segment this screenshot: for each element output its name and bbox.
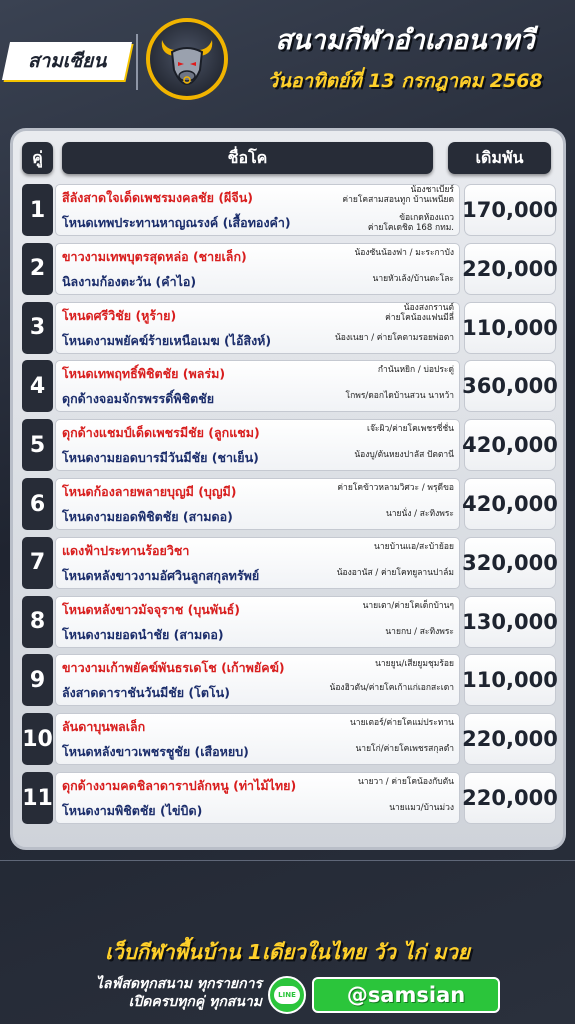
header <box>0 0 575 120</box>
bull-names-cell <box>55 360 460 412</box>
bull-1-owner: นายบ้านแอ/สะบ้าย้อย <box>374 541 454 552</box>
live-info <box>62 975 262 1011</box>
bull-1-name: โหนดศรีวิชัย (หูร้าย) <box>62 307 177 323</box>
bull-names-cell <box>55 302 460 354</box>
bull-names-cell <box>55 478 460 530</box>
bull-2-name: โหนดงามพิชิตชัย (ไข่บิด) <box>62 803 203 818</box>
bull-1-name: ลันดาบุนพลเล็ก <box>62 719 146 735</box>
bull-1-name: โหนดก้องลายพลายบุญมี (บุญมี) <box>62 484 237 499</box>
bull-2-owner: น้องเนยา / ค่ายโคตามรอยพ่อตา <box>334 332 454 343</box>
pair-number: 6 <box>22 478 53 530</box>
pair-number: 11 <box>22 772 53 824</box>
table-row <box>22 713 556 765</box>
bull-2-owner: โกพร/ดอกไดบ้านสวน นาหว้า <box>345 391 454 402</box>
table-row <box>22 419 556 471</box>
bull-1-owner: น้องชาเบียร์ ค่ายโคสามสอนทูก บ้านเพนียด <box>342 185 454 205</box>
stake-amount: 420,000 <box>464 419 556 471</box>
table-row <box>22 772 556 824</box>
logo-divider <box>136 34 138 90</box>
bull-2-name: โหนดงามยอดพิชิตชัย (สามดอ) <box>62 509 233 524</box>
bull-1-owner: นายวา / ค่ายโคน้องกับตัน <box>357 777 454 787</box>
bull-names-cell <box>55 772 460 824</box>
bull-1-owner: กำนันหยิก / บ่อประดู่ <box>377 365 454 376</box>
venue-title: สนามกีฬาอำเภอนาทวี <box>275 25 535 56</box>
pair-number: 10 <box>22 713 53 765</box>
stake-amount: 320,000 <box>464 537 556 589</box>
pair-number: 7 <box>22 537 53 589</box>
bull-names-cell <box>55 184 460 236</box>
bull-1-owner: น้องซันน้องฟา / มะระกาบัง <box>354 247 454 258</box>
bull-2-name: โหนดเทพประทานหาญณรงค์ (เสื้อทองคำ) <box>62 215 291 230</box>
line-app-label: LINE <box>274 986 300 1004</box>
live-info-line-1: ไลฟ์สดทุกสนาม ทุกรายการ <box>95 976 262 992</box>
stake-amount: 110,000 <box>464 302 556 354</box>
pair-number: 5 <box>22 419 53 471</box>
bull-1-name: ขาวงามเทพบุตรสุดหล่อ (ชายเล็ก) <box>62 248 247 264</box>
bull-names-cell <box>55 243 460 295</box>
bull-2-owner: น้องฮิวตัน/ค่ายโคเก้าแก่เอกสะเดา <box>329 683 454 694</box>
bull-1-name: ขาวงามเก้าพยัคฆ์พันธรเดโช (เก้าพยัคฆ์) <box>62 660 285 676</box>
pair-number: 9 <box>22 654 53 706</box>
bull-names-cell <box>55 537 460 589</box>
bull-2-owner: นายโก่/ค่ายโคเพชรสกุลดำ <box>355 744 454 755</box>
table-row <box>22 596 556 648</box>
table-row <box>22 360 556 412</box>
stake-amount: 220,000 <box>464 772 556 824</box>
stake-amount: 360,000 <box>464 360 556 412</box>
bull-2-owner: นายหัวเล้ง/บ้านตะโละ <box>372 273 454 284</box>
bull-names-cell <box>55 713 460 765</box>
header-pair: คู่ <box>22 142 53 174</box>
table-row <box>22 478 556 530</box>
pair-number: 4 <box>22 360 53 412</box>
bull-2-name: โหนดหลังขาวเพชรชูชัย (เสือหยบ) <box>62 744 249 760</box>
bull-head-icon <box>146 18 228 100</box>
line-handle-button[interactable]: @samsian <box>312 977 500 1013</box>
bull-2-name: โหนดงามยอดนำชัย (สามดอ) <box>62 626 224 642</box>
event-date: วันอาทิตย์ที่ 13 กรกฎาคม 2568 <box>267 70 543 92</box>
stake-amount: 130,000 <box>464 596 556 648</box>
bull-names-cell <box>55 419 460 471</box>
stake-amount: 170,000 <box>464 184 556 236</box>
pair-number: 3 <box>22 302 53 354</box>
bull-1-name: สีลังสาดใจเด็ดเพชรมงคลชัย (ผีจีน) <box>62 190 253 205</box>
bull-2-name: โหนดหลังขาวงามอัศวินลูกสกุลทรัพย์ <box>62 567 260 583</box>
bull-1-name: ดุกด้างงามคดชิลาดาราปลักหนู (ท่าไม้ไทย) <box>62 778 297 793</box>
stake-amount: 420,000 <box>464 478 556 530</box>
bull-1-name: แดงฟ้าประทานร้อยวิชา <box>62 542 190 558</box>
brand-name: สามเซียน <box>27 50 107 72</box>
bull-2-owner: นายแมว/บ้านม่วง <box>389 803 454 813</box>
bull-1-owner: นายยูน/เสียยูมชุมร้อย <box>375 659 454 670</box>
bull-1-owner: เจ๊ะผิว/ค่ายโคเพชรซี่ชั่น <box>367 424 454 435</box>
pair-number: 2 <box>22 243 53 295</box>
line-app-icon[interactable] <box>268 976 306 1014</box>
bull-1-name: โหนดเทพฤทธิ์พิชิตชัย (พลร่ม) <box>62 366 226 382</box>
stake-amount: 220,000 <box>464 243 556 295</box>
bull-1-owner: นายเตา/ค่ายโคเด็กบ้านๆ <box>362 600 454 611</box>
bull-1-owner: น้องสงกรานต์ ค่ายโคน้องแฟนมีลี่ <box>385 302 454 323</box>
header-bull-names: ชื่อโค <box>62 142 433 174</box>
tagline: เว็บกีฬาพื้นบ้าน 1เดียวในไทย วัว ไก่ มวย <box>105 940 470 964</box>
bull-2-owner: นายกบ / สะทิงพระ <box>385 626 454 637</box>
table-row <box>22 184 556 236</box>
bull-names-cell <box>55 654 460 706</box>
divider <box>0 860 575 861</box>
table-row <box>22 302 556 354</box>
stake-amount: 220,000 <box>464 713 556 765</box>
live-info-line-2: เปิดครบทุกคู่ ทุกสนาม <box>128 994 262 1010</box>
bull-2-owner: น้องอานัส / ค่ายโคทยูลานปาล์ม <box>336 567 454 578</box>
table-row <box>22 537 556 589</box>
bull-2-name: ลังสาดดาราชันวันมีชัย (โตโน) <box>62 685 230 701</box>
bull-2-owner: น้องบู/ต้นหยงปาลัส ปัตตานี <box>354 450 454 461</box>
bull-1-owner: ค่ายโคข้าวหลามวิศวะ / พรุดีขอ <box>337 483 454 493</box>
bull-names-cell <box>55 596 460 648</box>
stake-amount: 110,000 <box>464 654 556 706</box>
header-stake: เดิมพัน <box>448 142 551 174</box>
table-row <box>22 243 556 295</box>
bull-2-name: ดุกด้างจอมจักรพรรดิ์พิชิตชัย <box>62 391 215 407</box>
bull-2-owner: ข้อเกดห้องแถว ค่ายโคเดชิต 168 กทม. <box>367 213 454 233</box>
bull-1-name: โหนดหลังขาวมัจจุราช (บุนพันธ์) <box>62 601 240 617</box>
pair-number: 1 <box>22 184 53 236</box>
table-row <box>22 654 556 706</box>
bull-1-name: ดุกด้างแชมป์เด็ดเพชรมีชัย (ลูกแชม) <box>62 425 260 441</box>
bull-1-owner: นายเตอร์/ค่ายโคแม่ประทาน <box>349 718 454 729</box>
pair-number: 8 <box>22 596 53 648</box>
bull-2-owner: นายนั่ง / สะทิงพระ <box>385 509 454 519</box>
bull-2-name: นิลงามก้องตะวัน (คำไอ) <box>62 273 197 289</box>
bull-2-name: โหนดงามยอดบารมีวันมีชัย (ชาเย็น) <box>62 450 259 466</box>
bull-2-name: โหนดงามพยัคฆ์ร้ายเหนือเมฆ (ไอ้สิงห์) <box>62 332 272 348</box>
brand-logo <box>2 42 132 80</box>
